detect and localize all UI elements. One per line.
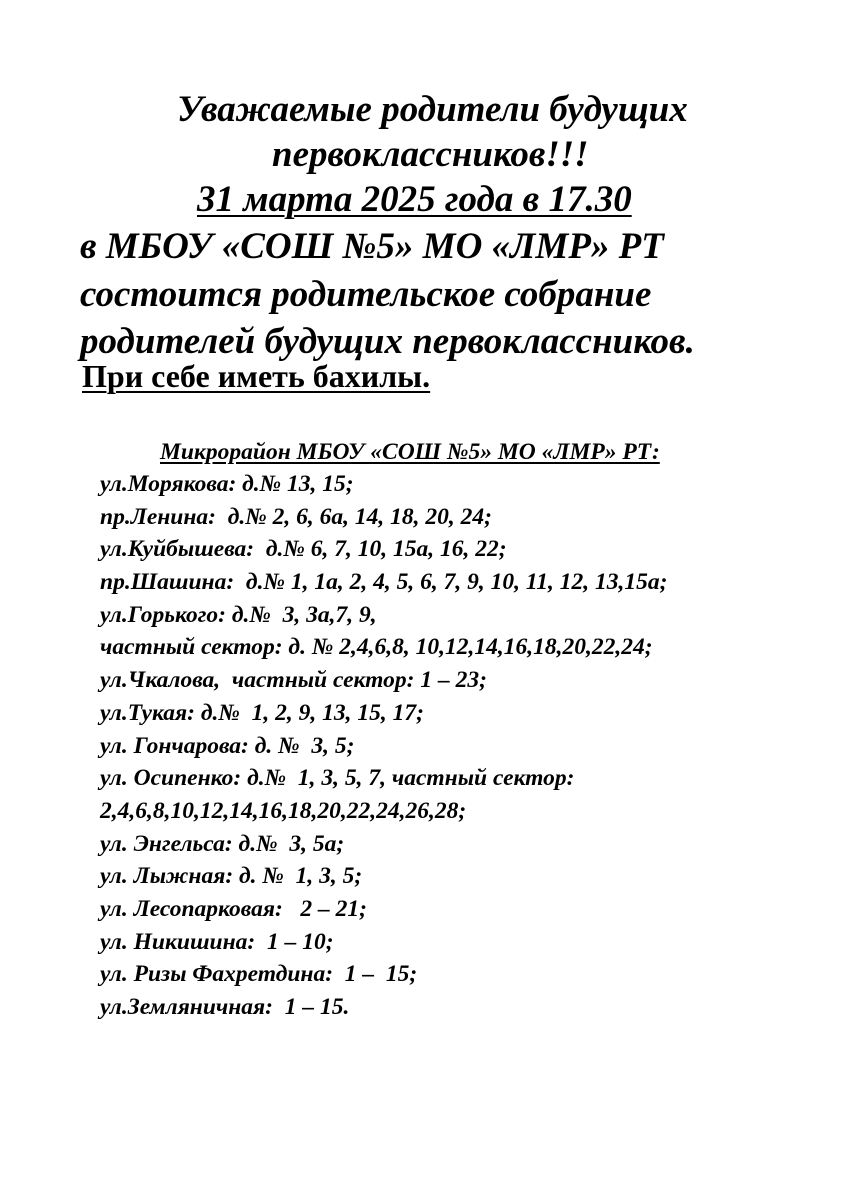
address-line: ул. Лыжная: д. № 1, 3, 5; [100,863,363,890]
district-title: Микрорайон МБОУ «СОШ №5» МО «ЛМР» РТ: [160,439,660,465]
address-line: ул.Тукая: д.№ 1, 2, 9, 13, 15, 17; [100,699,424,726]
address-line: ул. Энгельса: д.№ 3, 5а; [100,830,345,857]
address-line: ул.Чкалова, частный сектор: 1 – 23; [100,667,487,694]
heading-line-4: в МБОУ «СОШ №5» МО «ЛМР» РТ [80,226,664,267]
address-line: ул. Осипенко: д.№ 1, 3, 5, 7, частный сектор: [100,765,575,792]
heading-line-6: родителей будущих первоклассников. [80,321,695,362]
address-line: ул.Морякова: д.№ 13, 15; [100,471,354,497]
bring-note: При себе иметь бахилы. [82,358,431,394]
address-line: частный сектор: д. № 2,4,6,8, 10,12,14,16,18,20,22,24; [100,634,653,661]
address-line: ул.Куйбышева: д.№ 6, 7, 10, 15а, 16, 22; [100,536,507,563]
heading-line-1: Уважаемые родители будущих [177,89,688,130]
address-line: пр.Шашина: д.№ 1, 1а, 2, 4, 5, 6, 7, 9, 10, 11, 12, 13,15а; [100,569,668,596]
address-line: ул. Никишина: 1 – 10; [100,928,334,955]
meeting-date: 31 марта 2025 года в 17.30 [197,179,632,220]
address-list [100,468,668,1024]
heading-line-2: первоклассников!!! [272,134,589,175]
address-line: ул. Ризы Фахретдина: 1 – 15; [100,961,418,988]
heading-line-5: состоится родительское собрание [80,274,652,315]
address-line: ул.Горького: д.№ 3, 3а,7, 9, [100,601,377,628]
address-line: ул. Лесопарковая: 2 – 21; [100,895,368,922]
address-line: 2,4,6,8,10,12,14,16,18,20,22,24,26,28; [100,797,467,824]
address-line: пр.Ленина: д.№ 2, 6, 6а, 14, 18, 20, 24; [100,503,492,530]
address-line: ул. Гончарова: д. № 3, 5; [100,732,355,759]
address-line: ул.Земляничная: 1 – 15. [100,994,350,1020]
